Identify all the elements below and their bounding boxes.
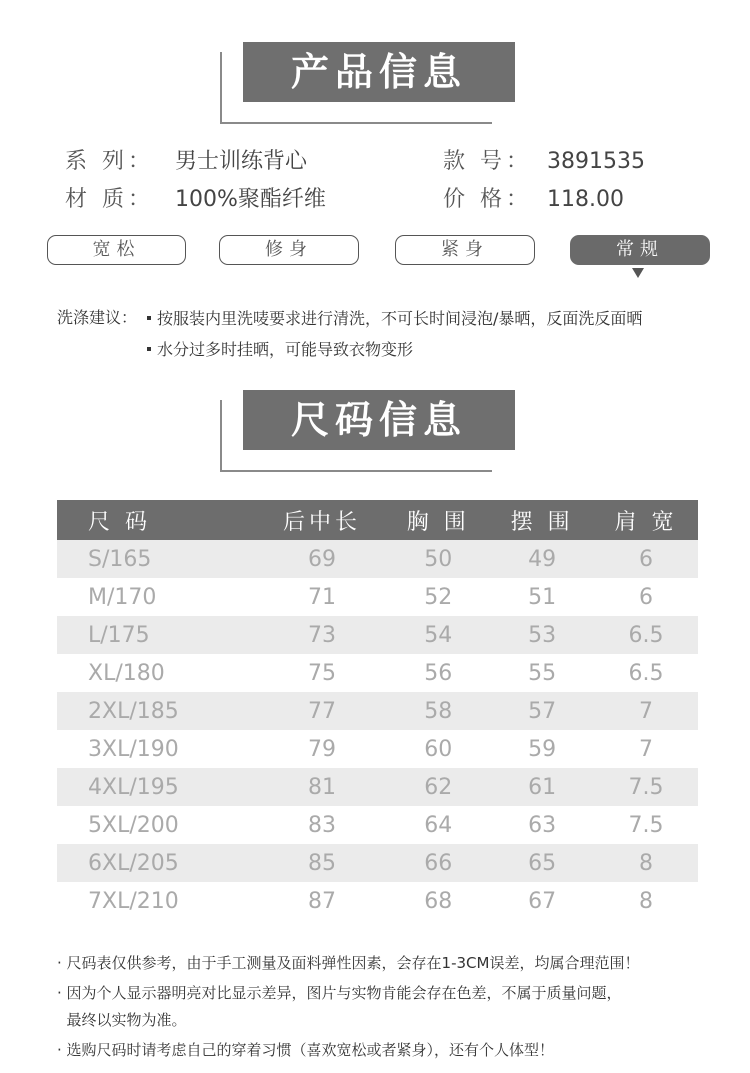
fit-option-tight: 紧身 bbox=[395, 235, 535, 265]
price-value: 118.00 bbox=[547, 187, 624, 212]
material-value: 100%聚酯纤维 bbox=[175, 187, 326, 212]
model-label: 款 号： bbox=[443, 149, 532, 174]
table-row bbox=[57, 540, 698, 578]
model-value: 3891535 bbox=[547, 149, 645, 174]
series-row bbox=[65, 144, 307, 175]
table-cell: 3XL/190 bbox=[88, 736, 179, 762]
table-cell: XL/180 bbox=[88, 660, 165, 686]
table-cell: 6 bbox=[639, 584, 654, 610]
table-cell: 64 bbox=[424, 812, 453, 838]
product-info-header bbox=[0, 42, 750, 142]
table-row bbox=[57, 616, 698, 654]
table-row bbox=[57, 844, 698, 882]
table-header-row bbox=[57, 500, 698, 540]
table-cell: 52 bbox=[424, 584, 453, 610]
wash-item: 按服装内里洗唛要求进行清洗，不可长时间浸泡/暴晒，反面洗反面晒 bbox=[145, 306, 642, 329]
table-cell: 6 bbox=[594, 540, 698, 578]
table-cell: 7.5 bbox=[628, 812, 664, 838]
fit-option-regular: 常规 bbox=[570, 235, 710, 265]
table-cell: 77 bbox=[258, 692, 387, 730]
table-row bbox=[57, 578, 698, 616]
table-cell: 8 bbox=[594, 844, 698, 882]
fit-option-slim: 修身 bbox=[219, 235, 359, 265]
table-row bbox=[57, 806, 698, 844]
table-row bbox=[57, 654, 698, 692]
table-cell: 7 bbox=[639, 736, 654, 762]
table-cell: 49 bbox=[490, 540, 594, 578]
table-cell: 87 bbox=[308, 888, 337, 914]
table-cell: 56 bbox=[424, 660, 453, 686]
size-info-header bbox=[0, 390, 750, 490]
size-info-title: 尺码信息 bbox=[243, 390, 515, 450]
col-chest: 胸 围 bbox=[386, 500, 490, 540]
table-cell: 6.5 bbox=[594, 616, 698, 654]
table-cell: 83 bbox=[308, 812, 337, 838]
table-cell: 2XL/185 bbox=[57, 692, 258, 730]
table-cell: 68 bbox=[424, 888, 453, 914]
note-line: · 因为个人显示器明亮对比显示差异，图片与实物肯能会存在色差，不属于质量问题， bbox=[57, 984, 622, 1002]
table-row bbox=[57, 768, 698, 806]
table-cell: 67 bbox=[528, 888, 557, 914]
table-cell: 61 bbox=[490, 768, 594, 806]
table-cell: 59 bbox=[528, 736, 557, 762]
note-line: · 选购尺码时请考虑自己的穿着习惯（喜欢宽松或者紧身），还有个人体型！ bbox=[57, 1041, 555, 1059]
table-cell: 7XL/210 bbox=[88, 888, 179, 914]
bullet-icon bbox=[147, 316, 151, 320]
table-cell: 6XL/205 bbox=[57, 844, 258, 882]
price-row bbox=[443, 182, 624, 213]
price-label: 价 格： bbox=[443, 187, 532, 212]
table-cell: 79 bbox=[308, 736, 337, 762]
bullet-icon bbox=[147, 347, 151, 351]
wash-item: 水分过多时挂晒，可能导致衣物变形 bbox=[145, 337, 413, 360]
table-row bbox=[57, 730, 698, 768]
table-cell: 51 bbox=[528, 584, 557, 610]
table-cell: 6.5 bbox=[628, 660, 664, 686]
model-row bbox=[443, 144, 645, 175]
note-line: · 尺码表仅供参考，由于手工测量及面料弹性因素，会存在1-3CM误差，均属合理范围！ bbox=[57, 954, 640, 972]
col-size: 尺 码 bbox=[57, 500, 258, 540]
material-label: 材 质： bbox=[65, 187, 154, 212]
size-table bbox=[57, 500, 698, 920]
table-cell: 8 bbox=[639, 888, 654, 914]
table-cell: 58 bbox=[386, 692, 490, 730]
table-cell: 62 bbox=[386, 768, 490, 806]
table-cell: 7.5 bbox=[594, 768, 698, 806]
table-row bbox=[57, 692, 698, 730]
product-info-title: 产品信息 bbox=[243, 42, 515, 102]
table-cell: 63 bbox=[528, 812, 557, 838]
note-line: 最终以实物为准。 bbox=[57, 1011, 187, 1029]
table-cell: 53 bbox=[490, 616, 594, 654]
table-cell: S/165 bbox=[57, 540, 258, 578]
table-cell: 65 bbox=[490, 844, 594, 882]
table-cell: 55 bbox=[528, 660, 557, 686]
table-cell: 75 bbox=[308, 660, 337, 686]
series-label: 系 列： bbox=[65, 149, 154, 174]
table-cell: 85 bbox=[258, 844, 387, 882]
table-cell: L/175 bbox=[57, 616, 258, 654]
table-cell: 71 bbox=[308, 584, 337, 610]
table-cell: 66 bbox=[386, 844, 490, 882]
material-row bbox=[65, 182, 326, 213]
fit-option-loose: 宽松 bbox=[47, 235, 186, 265]
table-cell: M/170 bbox=[88, 584, 157, 610]
col-hem: 摆 围 bbox=[490, 500, 594, 540]
series-value: 男士训练背心 bbox=[175, 149, 308, 174]
table-cell: 5XL/200 bbox=[88, 812, 179, 838]
table-cell: 7 bbox=[594, 692, 698, 730]
table-cell: 54 bbox=[386, 616, 490, 654]
col-shoulder: 肩 宽 bbox=[594, 500, 698, 540]
selected-indicator-icon bbox=[632, 268, 644, 278]
table-cell: 81 bbox=[258, 768, 387, 806]
col-back-length: 后中长 bbox=[258, 500, 387, 540]
table-cell: 50 bbox=[386, 540, 490, 578]
table-cell: 57 bbox=[490, 692, 594, 730]
table-cell: 60 bbox=[424, 736, 453, 762]
table-cell: 69 bbox=[258, 540, 387, 578]
table-cell: 4XL/195 bbox=[57, 768, 258, 806]
wash-label: 洗涤建议： bbox=[57, 308, 138, 327]
table-cell: 73 bbox=[258, 616, 387, 654]
table-row bbox=[57, 882, 698, 920]
